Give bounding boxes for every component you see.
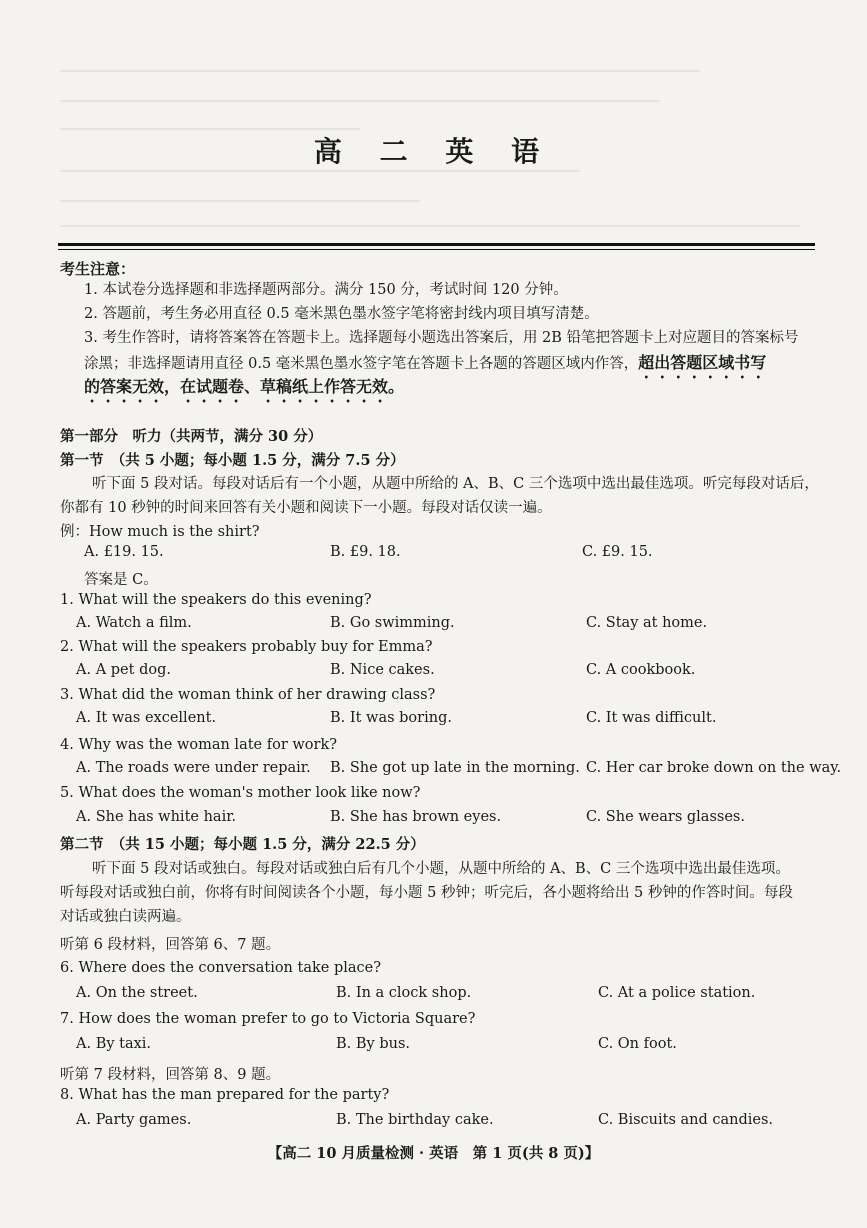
section2-instructions-end: 对话或独白读两遍。: [60, 909, 191, 925]
notice-item-3-emphasis-end: 的答案无效，在试题卷、草稿纸上作答无效。: [84, 377, 405, 396]
question-4: 4. Why was the woman late for work?: [60, 737, 338, 753]
q4-option-c: C. Her car broke down on the way.: [586, 760, 842, 776]
question-2: 2. What will the speakers probably buy for Emma?: [60, 639, 433, 655]
q3-option-b: B. It was boring.: [330, 710, 452, 726]
page-footer: 【高二 10 月质量检测 · 英语 第 1 页(共 8 页)】: [267, 1145, 600, 1162]
q3-option-a: A. It was excellent.: [76, 710, 217, 726]
section2-instructions: 听下面 5 段对话或独白。每段对话或独白后有几个小题，从题中所给的 A、B、C 三个选项中选出最佳选项。: [92, 861, 790, 877]
q8-option-a: A. Party games.: [76, 1112, 192, 1128]
example-answer: 答案是 C。: [84, 572, 158, 588]
example-option-a: A. £19. 15.: [84, 544, 164, 560]
section1-instructions: 听下面 5 段对话。每段对话后有一个小题，从题中所给的 A、B、C 三个选项中选出最佳选项。听完每段对话后，: [92, 476, 819, 492]
question-1: 1. What will the speakers do this evening?: [60, 592, 372, 608]
material-7-label: 听第 7 段材料，回答第 8、9 题。: [60, 1067, 281, 1083]
question-7: 7. How does the woman prefer to go to Victoria Square?: [60, 1011, 476, 1027]
section2-instructions-cont: 听每段对话或独白前，你将有时间阅读各个小题，每小题 5 秒钟；听完后，各小题将给出 5 秒钟的作答时间。每段: [60, 885, 793, 901]
q8-option-c: C. Biscuits and candies.: [598, 1112, 774, 1128]
q6-option-b: B. In a clock shop.: [336, 985, 472, 1001]
notice-item-3-emphasis: 超出答题区域书写: [638, 353, 767, 372]
q4-option-a: A. The roads were under repair.: [76, 760, 311, 776]
q5-option-b: B. She has brown eyes.: [330, 809, 502, 825]
q6-option-a: A. On the street.: [76, 985, 198, 1001]
q2-option-b: B. Nice cakes.: [330, 662, 435, 678]
q2-option-c: C. A cookbook.: [586, 662, 696, 678]
section1-heading: 第一节 （共 5 小题；每小题 1.5 分，满分 7.5 分）: [60, 452, 405, 469]
q5-option-a: A. She has white hair.: [76, 809, 237, 825]
q1-option-c: C. Stay at home.: [586, 615, 708, 631]
header-rule-thick: [58, 243, 815, 246]
question-8: 8. What has the man prepared for the party?: [60, 1087, 390, 1103]
notice-item-3-plain: 涂黑；非选择题请用直径 0.5 毫米黑色墨水签字笔在答题卡上各题的答题区域内作答，: [84, 356, 639, 372]
q1-option-a: A. Watch a film.: [76, 615, 192, 631]
header-rule-thin: [58, 249, 815, 250]
q7-option-b: B. By bus.: [336, 1036, 411, 1052]
notice-item-2: 2. 答题前，考生务必用直径 0.5 毫米黑色墨水签字笔将密封线内项目填写清楚。: [84, 306, 599, 322]
bleed-through-background: [0, 0, 867, 250]
q8-option-b: B. The birthday cake.: [336, 1112, 494, 1128]
q4-option-b: B. She got up late in the morning.: [330, 760, 580, 776]
q1-option-b: B. Go swimming.: [330, 615, 455, 631]
section2-heading: 第二节 （共 15 小题；每小题 1.5 分，满分 22.5 分）: [60, 836, 425, 853]
question-3: 3. What did the woman think of her drawing class?: [60, 687, 436, 703]
q5-option-c: C. She wears glasses.: [586, 809, 745, 825]
example-question: 例：How much is the shirt?: [60, 524, 260, 540]
q3-option-c: C. It was difficult.: [586, 710, 717, 726]
notice-item-3: 3. 考生作答时，请将答案答在答题卡上。选择题每小题选出答案后，用 2B 铅笔把答题卡上对应题目的答案标号: [84, 330, 799, 346]
q7-option-a: A. By taxi.: [76, 1036, 152, 1052]
notice-item-1: 1. 本试卷分选择题和非选择题两部分。满分 150 分，考试时间 120 分钟。: [84, 282, 568, 298]
example-option-c: C. £9. 15.: [582, 544, 653, 560]
notice-heading: 考生注意：: [60, 260, 136, 278]
example-option-b: B. £9. 18.: [330, 544, 401, 560]
section1-instructions-cont: 你都有 10 秒钟的时间来回答有关小题和阅读下一小题。每段对话仅读一遍。: [60, 500, 552, 516]
q6-option-c: C. At a police station.: [598, 985, 756, 1001]
q2-option-a: A. A pet dog.: [76, 662, 171, 678]
part1-heading: 第一部分 听力（共两节，满分 30 分）: [60, 428, 323, 445]
q7-option-c: C. On foot.: [598, 1036, 677, 1052]
page-title: 高 二 英 语: [313, 135, 554, 168]
material-6-label: 听第 6 段材料，回答第 6、7 题。: [60, 937, 281, 953]
question-5: 5. What does the woman's mother look like now?: [60, 785, 421, 801]
question-6: 6. Where does the conversation take place?: [60, 960, 381, 976]
